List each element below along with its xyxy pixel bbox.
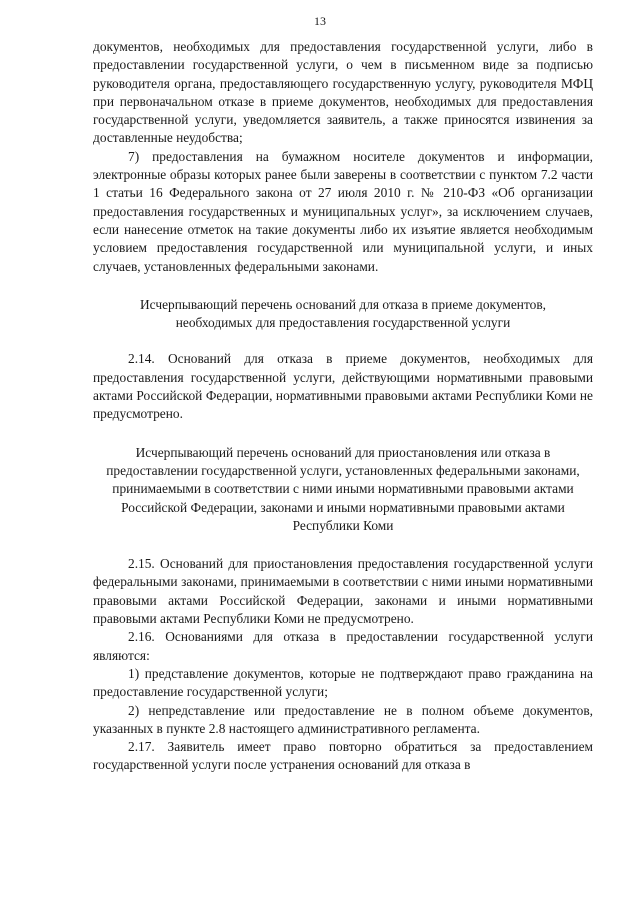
document-body — [93, 38, 593, 775]
paragraph-continuation: документов, необходимых для предоставления государственной услуги, либо в предоставлении государственной услуги, о чем в письменном виде за подписью руководителя органа, предоставляющего государственную услугу, руководителя МФЦ при первоначальном отказе в приеме документов, необходимых для предоставления государственной услуги, уведомляется заявитель, а также приносятся извинения за доставленные неудобства; — [93, 39, 593, 146]
spacer — [93, 535, 593, 555]
page-number: 13 — [314, 14, 326, 28]
paragraph-2-14: 2.14. Оснований для отказа в приеме документов, необходимых для предоставления государственной услуги, действующими нормативными правовыми актами Российской Федерации, нормативными правовыми актами Республики Коми не предусмотрено. — [93, 351, 593, 422]
paragraph-2-16-item-1: 1) представление документов, которые не подтверждают право гражданина на предоставление государственной услуги; — [93, 665, 593, 700]
spacer — [93, 424, 593, 444]
paragraph-item-7: 7) предоставления на бумажном носителе документов и информации, электронные образы которых ранее были заверены в соответствии с пунктом 7.2 части 1 статьи 16 Федерального закона от 27 июля 2010 г. № 210-ФЗ «Об организации предоставления государственных и муниципальных услуг», за исключением случаев, если нанесение отметок на такие документы либо их изъятие является необходимым условием предоставления государственной или муниципальной услуги, и иных случаев, установленных федеральными законами. — [93, 148, 593, 274]
paragraph-2-16-item-2: 2) непредставление или предоставление не в полном объеме документов, указанных в пункте 2.8 настоящего административного регламента. — [93, 702, 593, 736]
spacer — [93, 332, 593, 350]
section-heading-refusal-acceptance: Исчерпывающий перечень оснований для отказа в приеме документов, необходимых для предоставления государственной услуги — [139, 296, 547, 331]
paragraph-2-16: 2.16. Основаниями для отказа в предоставлении государственной услуги являются: — [93, 629, 593, 663]
spacer — [93, 276, 593, 296]
section-heading-suspension-refusal: Исчерпывающий перечень оснований для приостановления или отказа в предоставлении государственной услуги, установленных федеральными законами, принимаемыми в соответствии с ними иными нормативными правовыми актами Российской Федерации, законами и иными нормативными правовыми актами Республики Коми — [106, 444, 580, 533]
paragraph-2-15: 2.15. Оснований для приостановления предоставления государственной услуги федеральными законами, принимаемыми в соответствии с ними иными нормативными правовыми актами Российской Федерации, законами и иными нормативными правовыми актами Республики Коми не предусмотрено. — [93, 556, 593, 627]
paragraph-2-17: 2.17. Заявитель имеет право повторно обратиться за предоставлением государственной услуги после устранения оснований для отказа в — [93, 739, 593, 773]
